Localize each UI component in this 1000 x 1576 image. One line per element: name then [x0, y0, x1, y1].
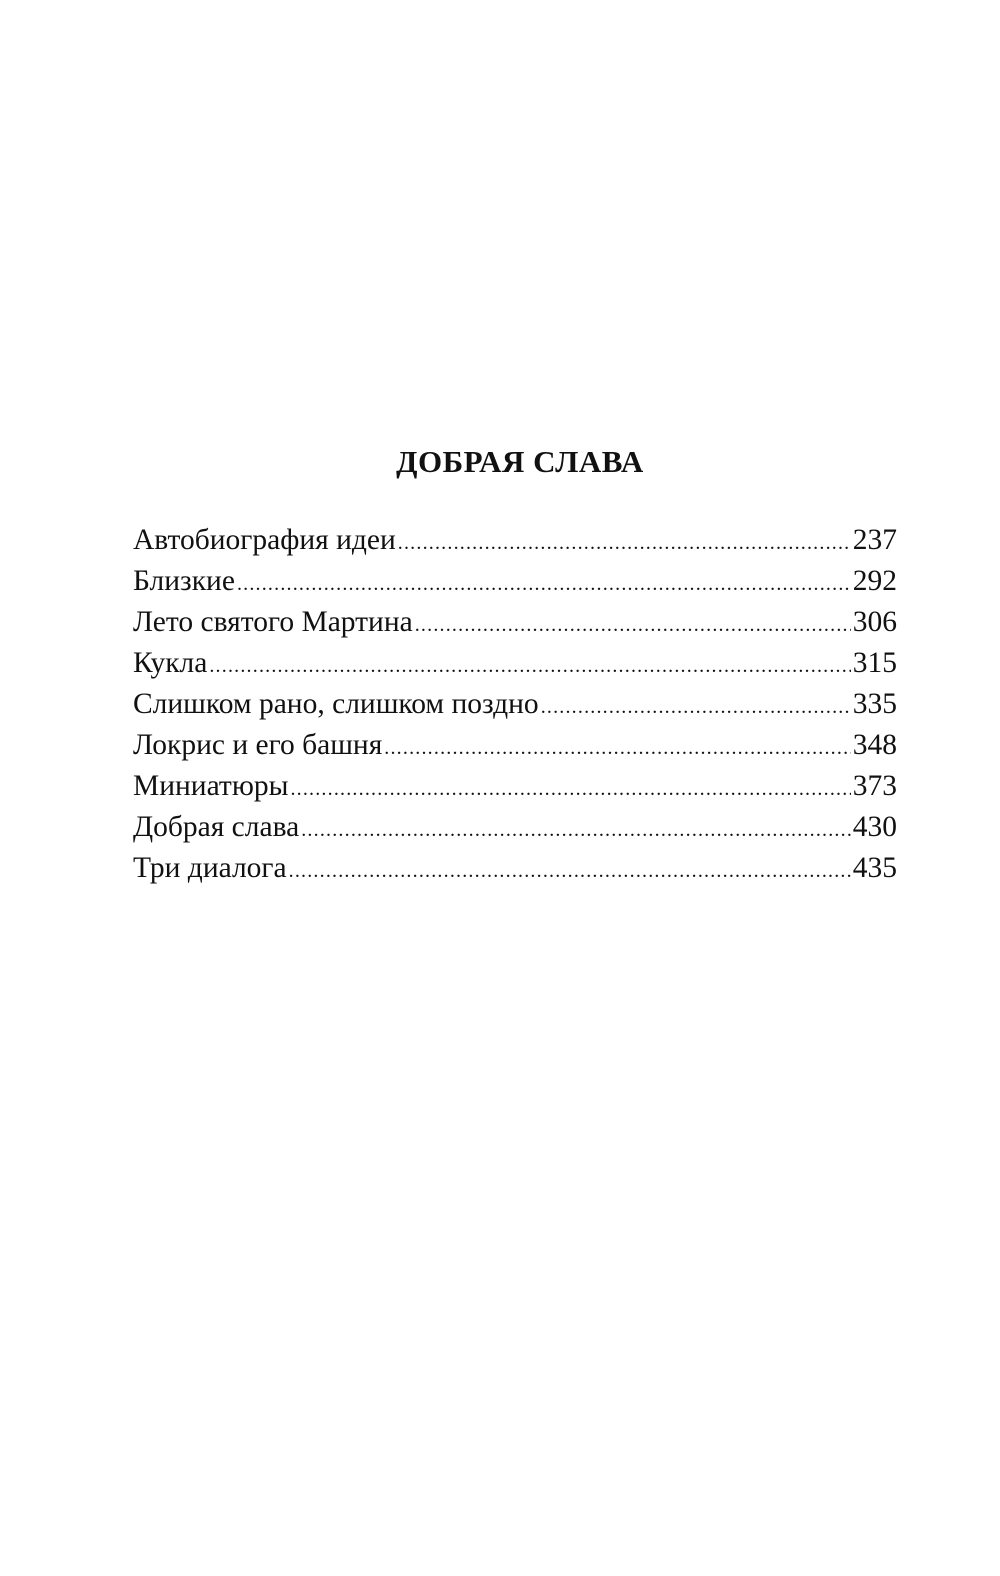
- entry-title: Миниатюры: [133, 770, 289, 802]
- entry-page: 237: [852, 524, 897, 556]
- entry-page: 292: [852, 565, 897, 597]
- toc-entry: [133, 561, 897, 602]
- entry-page: 435: [852, 852, 897, 884]
- toc-entry: [133, 725, 897, 766]
- entry-title: Локрис и его башня: [133, 729, 383, 761]
- toc-entry: [133, 684, 897, 725]
- dot-leader: [290, 769, 850, 810]
- entry-page: 373: [852, 770, 897, 802]
- entry-title: Лето святого Мартина: [133, 606, 413, 638]
- entry-page: 306: [852, 606, 897, 638]
- dot-leader: [289, 851, 851, 892]
- section-title: ДОБРАЯ СЛАВА: [396, 444, 644, 479]
- entry-title: Слишком рано, слишком поздно: [133, 688, 539, 720]
- entry-title: Кукла: [133, 647, 208, 679]
- dot-leader: [415, 605, 851, 646]
- toc-entry: [133, 848, 897, 889]
- dot-leader: [384, 728, 850, 769]
- dot-leader: [209, 646, 850, 687]
- toc-entry: [133, 643, 897, 684]
- entry-page: 430: [852, 811, 897, 843]
- entry-page: 335: [852, 688, 897, 720]
- toc-entry: [133, 520, 897, 561]
- dot-leader: [237, 564, 851, 605]
- entry-page: 348: [852, 729, 897, 761]
- dot-leader: [541, 687, 851, 728]
- table-of-contents: [133, 520, 897, 889]
- toc-entry: [133, 602, 897, 643]
- toc-entry: [133, 766, 897, 807]
- entry-page: 315: [852, 647, 897, 679]
- toc-entry: [133, 807, 897, 848]
- dot-leader: [398, 523, 851, 564]
- entry-title: Близкие: [133, 565, 235, 597]
- entry-title: Автобиография идеи: [133, 524, 396, 556]
- entry-title: Три диалога: [133, 852, 287, 884]
- dot-leader: [301, 810, 851, 851]
- entry-title: Добрая слава: [133, 811, 300, 843]
